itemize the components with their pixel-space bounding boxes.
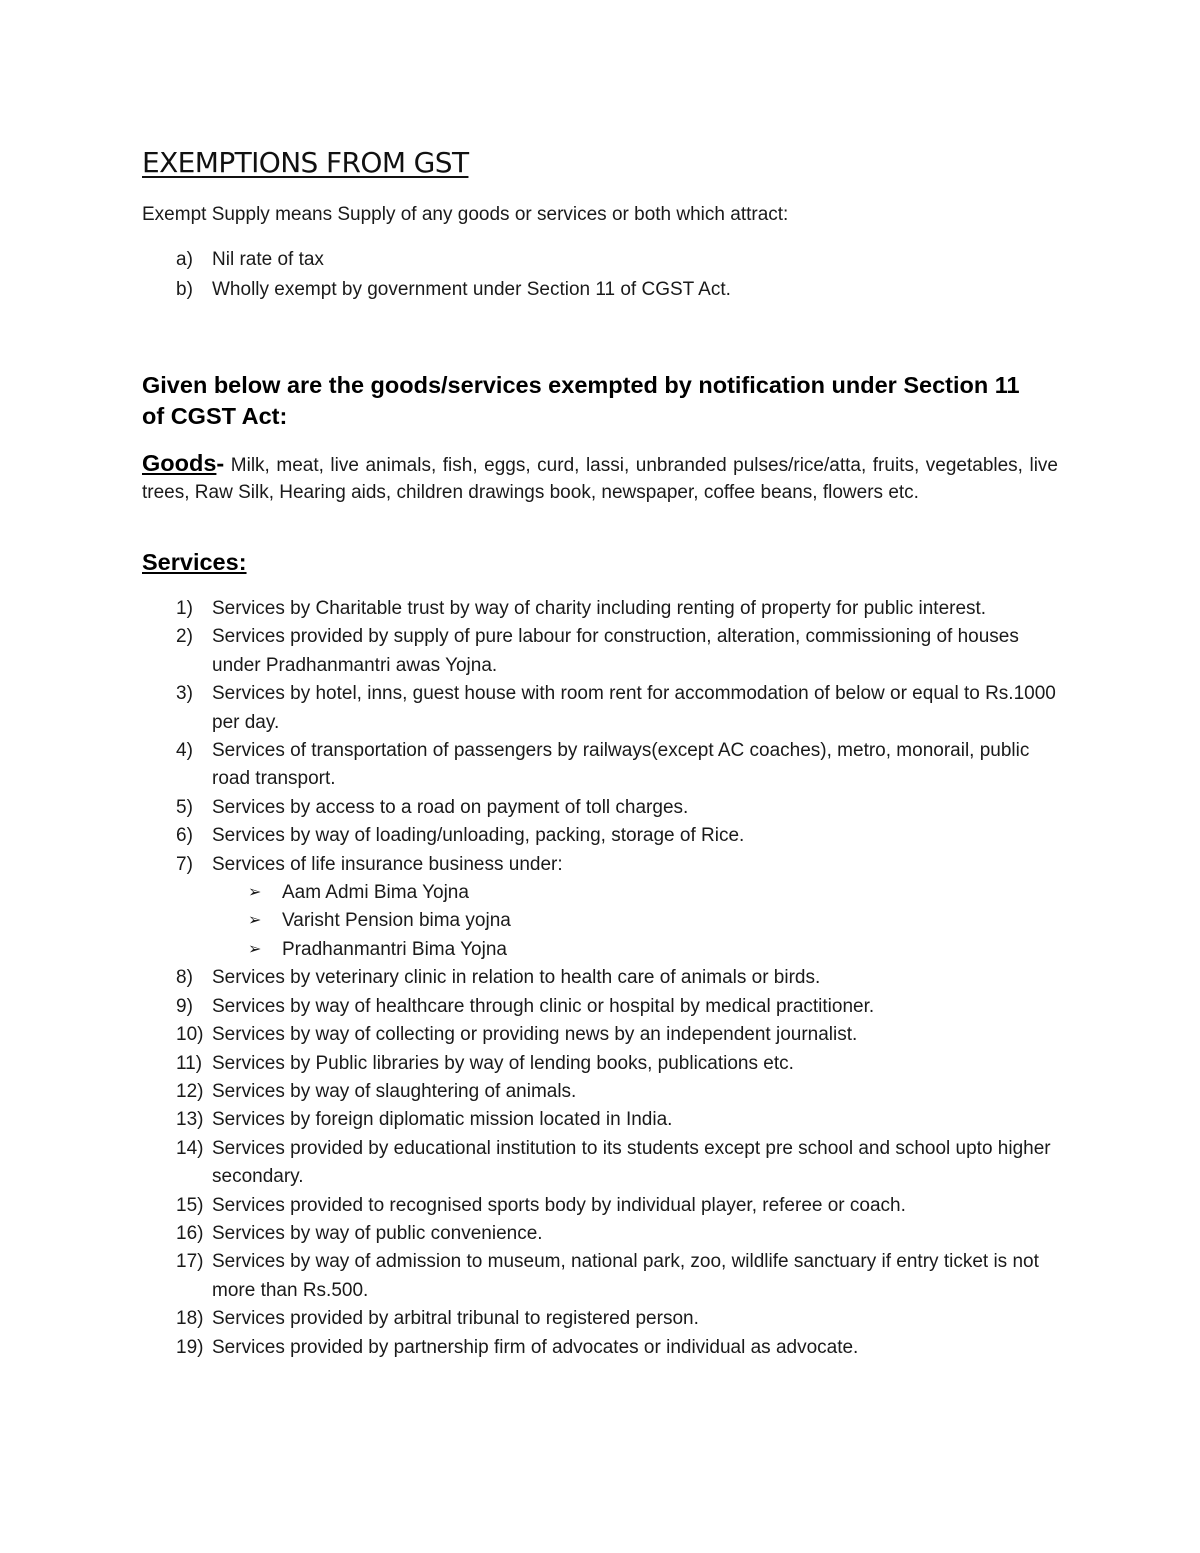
service-item <box>142 1106 1058 1134</box>
service-text: Services by hotel, inns, guest house with room rent for accommodation of below or equal to Rs.1000 per day. <box>212 683 1056 733</box>
service-text: Services provided by arbitral tribunal to registered person. <box>212 1308 699 1330</box>
service-item <box>142 1220 1058 1248</box>
list-marker: 2) <box>176 626 193 648</box>
goods-paragraph <box>142 450 1058 506</box>
list-marker: 5) <box>176 796 193 818</box>
service-item <box>142 1135 1058 1192</box>
section-heading: Given below are the goods/services exempted by notification under Section 11 of CGST Act: <box>142 372 1020 429</box>
list-item-text: Wholly exempt by government under Section 11 of CGST Act. <box>212 279 731 300</box>
list-marker: 14) <box>176 1137 204 1159</box>
sub-list-text: Pradhanmantri Bima Yojna <box>282 938 507 960</box>
list-marker: 6) <box>176 825 193 847</box>
services-list <box>142 595 1058 1362</box>
list-marker: 4) <box>176 740 193 762</box>
service-item <box>142 680 1058 737</box>
service-text: Services provided to recognised sports body by individual player, referee or coach. <box>212 1194 906 1216</box>
sub-list-item <box>142 936 1058 964</box>
goods-label: Goods <box>142 450 217 476</box>
list-marker: 8) <box>176 967 193 989</box>
service-item <box>142 993 1058 1021</box>
goods-dash: - <box>216 450 225 476</box>
service-item <box>142 595 1058 623</box>
sub-list-item <box>142 879 1058 907</box>
list-marker: 11) <box>176 1052 203 1074</box>
service-text: Services of life insurance business under: <box>212 853 563 875</box>
service-text: Services by way of collecting or providing news by an independent journalist. <box>212 1024 858 1046</box>
services-heading: Services: <box>142 549 247 575</box>
service-text: Services by way of public convenience. <box>212 1222 543 1244</box>
arrow-bullet-icon: ➢ <box>248 940 262 958</box>
list-marker: 16) <box>176 1222 204 1244</box>
service-item <box>142 623 1058 680</box>
service-text: Services provided by educational institution to its students except pre school and school upto higher secondary. <box>212 1137 1051 1188</box>
service-text: Services by way of admission to museum, national park, zoo, wildlife sanctuary if entry ticket is not more than Rs.500. <box>212 1251 1039 1301</box>
list-marker: 7) <box>176 853 193 875</box>
service-text: Services by foreign diplomatic mission located in India. <box>212 1109 673 1131</box>
list-marker: 17) <box>176 1251 204 1273</box>
service-text: Services by way of loading/unloading, packing, storage of Rice. <box>212 825 745 847</box>
service-item <box>142 1192 1058 1220</box>
service-text: Services by veterinary clinic in relation to health care of animals or birds. <box>212 967 821 989</box>
list-marker: 3) <box>176 683 193 705</box>
list-marker: 9) <box>176 995 193 1017</box>
service-text: Services by way of healthcare through clinic or hospital by medical practitioner. <box>212 995 875 1017</box>
service-item <box>142 1050 1058 1078</box>
list-item <box>142 246 1042 276</box>
list-marker: 10) <box>176 1024 204 1046</box>
exempt-conditions-list <box>142 246 1042 306</box>
list-marker: 19) <box>176 1336 204 1358</box>
sub-list-text: Varisht Pension bima yojna <box>282 910 511 932</box>
service-text: Services by Public libraries by way of lending books, publications etc. <box>212 1052 794 1074</box>
service-text: Services of transportation of passengers by railways(except AC coaches), metro, monorail, public road transport. <box>212 740 1030 790</box>
service-text: Services provided by partnership firm of advocates or individual as advocate. <box>212 1336 859 1358</box>
service-item <box>142 737 1058 794</box>
service-text: Services by way of slaughtering of animals. <box>212 1080 577 1102</box>
list-marker: a) <box>176 249 193 270</box>
sub-list-text: Aam Admi Bima Yojna <box>282 882 469 904</box>
list-item <box>142 276 1042 306</box>
list-marker: 15) <box>176 1194 204 1216</box>
list-marker: b) <box>176 279 193 300</box>
list-marker: 1) <box>176 598 193 619</box>
list-marker: 18) <box>176 1308 204 1330</box>
service-text: Services provided by supply of pure labour for construction, alteration, commissioning of houses under Pradhanmantri awas Yojna. <box>212 626 1019 676</box>
service-text: Services by Charitable trust by way of charity including renting of property for public interest. <box>212 598 987 619</box>
service-item <box>142 851 1058 879</box>
service-text: Services by access to a road on payment of toll charges. <box>212 796 689 818</box>
list-item-text: Nil rate of tax <box>212 249 324 270</box>
service-item <box>142 1248 1058 1305</box>
page-title: EXEMPTIONS FROM GST <box>142 146 469 179</box>
service-item <box>142 1078 1058 1106</box>
service-item <box>142 1305 1058 1333</box>
service-item <box>142 1021 1058 1049</box>
arrow-bullet-icon: ➢ <box>248 884 262 902</box>
arrow-bullet-icon: ➢ <box>248 912 262 930</box>
goods-text: Milk, meat, live animals, fish, eggs, curd, lassi, unbranded pulses/rice/atta, fruits, vegetables, live trees, Raw Silk, Hearing aids, children drawings book, newspaper, coffee beans, flowers etc. <box>142 455 1058 503</box>
list-marker: 12) <box>176 1080 204 1102</box>
sub-list-item <box>142 907 1058 935</box>
intro-paragraph: Exempt Supply means Supply of any goods or services or both which attract: <box>142 204 789 225</box>
service-item <box>142 822 1058 850</box>
service-item <box>142 1334 1058 1362</box>
service-item <box>142 794 1058 822</box>
list-marker: 13) <box>176 1109 204 1131</box>
service-item <box>142 964 1058 992</box>
